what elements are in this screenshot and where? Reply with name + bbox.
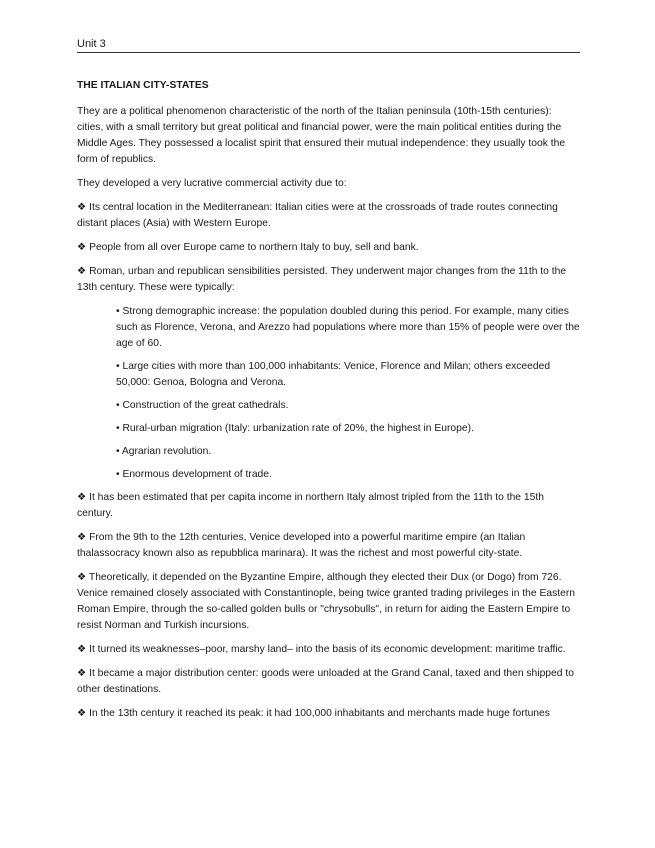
page-header: Unit 3 — [77, 38, 580, 53]
sub-point: • Strong demographic increase: the population doubled during this period. For example, many cities such as Florence, Verona, and Arezzo had populations where more than 15% of people were over the age of 60. — [116, 306, 580, 349]
bullet-point: ❖ Its central location in the Mediterranean: Italian cities were at the crossroads of trade routes connecting distant places (Asia) with Western Europe. — [77, 202, 558, 229]
section-title: THE ITALIAN CITY-STATES — [77, 80, 209, 91]
lead-paragraph: They developed a very lucrative commercial activity due to: — [77, 178, 347, 189]
bullet-point: ❖ People from all over Europe came to northern Italy to buy, sell and bank. — [77, 242, 419, 253]
bullet-point: ❖ It has been estimated that per capita income in northern Italy almost tripled from the 11th to the 15th century. — [77, 492, 544, 519]
bullet-point: ❖ In the 13th century it reached its peak: it had 100,000 inhabitants and merchants made huge fortunes — [77, 708, 550, 719]
sub-point: • Agrarian revolution. — [116, 446, 212, 457]
bullet-point: ❖ From the 9th to the 12th centuries, Venice developed into a powerful maritime empire (an Italian thalassocracy known also as repubblica marinara). It was the richest and most powerful city-state. — [77, 532, 526, 559]
sub-point-list — [77, 304, 580, 483]
bullet-point: ❖ Theoretically, it depended on the Byzantine Empire, although they elected their Dux (or Dogo) from 726. Venice remained closely associated with Constantinople, being twice granted trading privileges in the Eastern Roman Empire, through the so-called golden bulls or "chrysobulls", in return for aiding the Eastern Empire to resist Norman and Turkish incursions. — [77, 572, 575, 631]
sub-point: • Construction of the great cathedrals. — [116, 400, 289, 411]
document-body — [77, 78, 580, 730]
bullet-point: ❖ It became a major distribution center: goods were unloaded at the Grand Canal, taxed and then shipped to other destinations. — [77, 668, 574, 695]
sub-point: • Enormous development of trade. — [116, 469, 272, 480]
bullet-point: ❖ It turned its weaknesses–poor, marshy land– into the basis of its economic development: maritime traffic. — [77, 644, 566, 655]
intro-paragraph: They are a political phenomenon characteristic of the north of the Italian peninsula (10th-15th centuries): cities, with a small territory but great political and financial power, were the main political entities during the Middle Ages. They possessed a localist spirit that ensured their mutual independence: they usually took the form of republics. — [77, 106, 566, 165]
sub-point: • Large cities with more than 100,000 inhabitants: Venice, Florence and Milan; others exceeded 50,000: Genoa, Bologna and Verona. — [116, 361, 551, 388]
sub-point: • Rural-urban migration (Italy: urbanization rate of 20%, the highest in Europe). — [116, 423, 474, 434]
bullet-point: ❖ Roman, urban and republican sensibilities persisted. They underwent major changes from the 11th to the 13th century. These were typically: — [77, 266, 567, 293]
